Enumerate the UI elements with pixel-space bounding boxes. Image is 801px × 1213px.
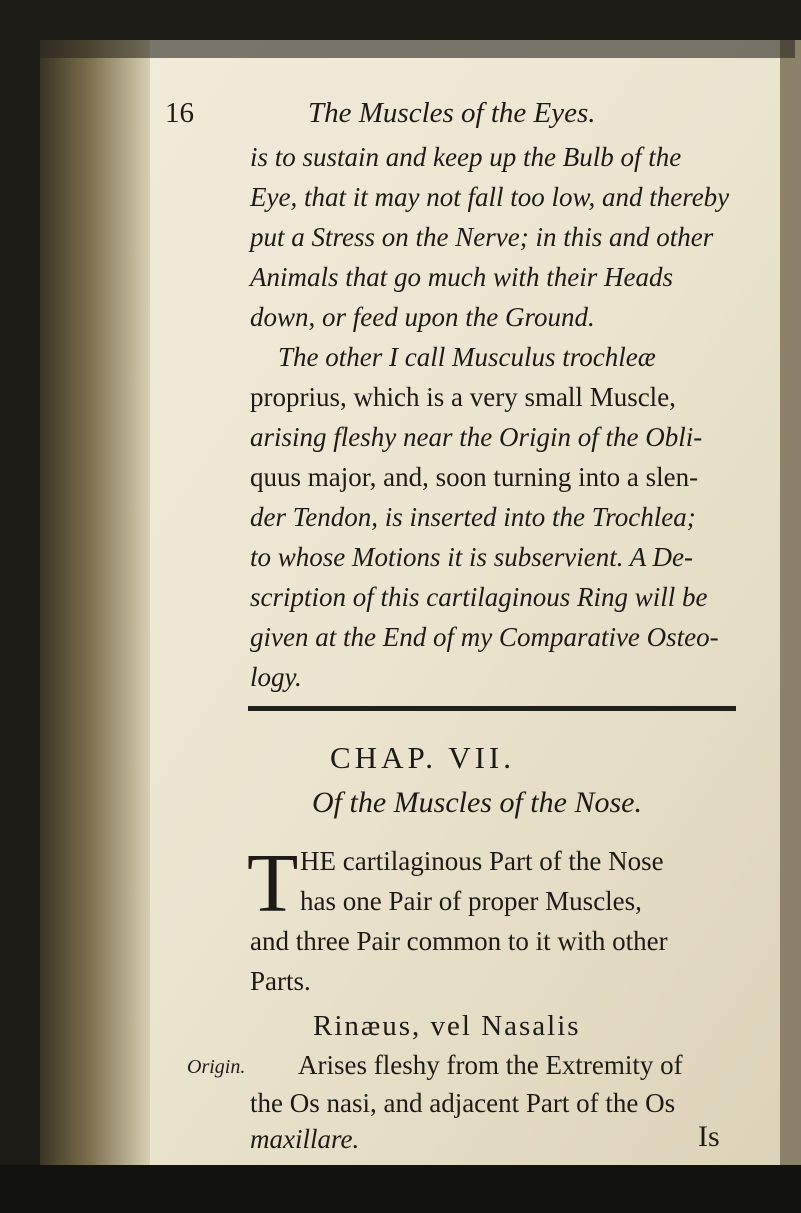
body-line: given at the End of my Comparative Osteo- xyxy=(250,622,719,652)
body-line: put a Stress on the Nerve; in this and other xyxy=(250,222,714,252)
margin-note: Origin. xyxy=(187,1056,246,1078)
body-line: der Tendon, is inserted into the Trochlea; xyxy=(250,502,696,532)
chapter-heading: CHAP. VII. xyxy=(330,740,515,775)
body-line: arising fleshy near the Origin of the Obli- xyxy=(250,422,703,452)
running-title: The Muscles of the Eyes. xyxy=(308,97,596,129)
paragraph-line: and three Pair common to it with other xyxy=(250,926,668,956)
page-number: 16 xyxy=(165,97,194,129)
body-line: Eye, that it may not fall too low, and thereby xyxy=(250,182,730,212)
paragraph-line: has one Pair of proper Muscles, xyxy=(300,886,642,916)
body-line: is to sustain and keep up the Bulb of the xyxy=(250,142,682,172)
paragraph-line: the Os nasi, and adjacent Part of the Os xyxy=(250,1088,676,1118)
drop-cap: T xyxy=(247,837,299,930)
paragraph-line: maxillare. xyxy=(250,1124,360,1154)
body-line: to whose Motions it is subservient. A De- xyxy=(250,542,693,572)
body-line: scription of this cartilaginous Ring will be xyxy=(250,582,708,612)
chapter-title: Of the Muscles of the Nose. xyxy=(312,786,642,819)
paragraph-line: Arises fleshy from the Extremity of xyxy=(298,1050,683,1080)
paragraph-line: Parts. xyxy=(250,966,311,996)
body-line: Animals that go much with their Heads xyxy=(250,262,673,292)
section-divider xyxy=(248,706,736,711)
muscle-heading: Rinæus, vel Nasalis xyxy=(313,1010,581,1042)
body-line: logy. xyxy=(250,662,302,692)
paragraph-line: HE cartilaginous Part of the Nose xyxy=(300,846,664,876)
body-line: down, or feed upon the Ground. xyxy=(250,302,595,332)
catchword: Is xyxy=(698,1120,720,1153)
body-line: The other I call Musculus trochleæ xyxy=(278,342,656,372)
body-line: quus major, and, soon turning into a slen- xyxy=(250,462,699,492)
body-line: proprius, which is a very small Muscle, xyxy=(250,382,676,412)
